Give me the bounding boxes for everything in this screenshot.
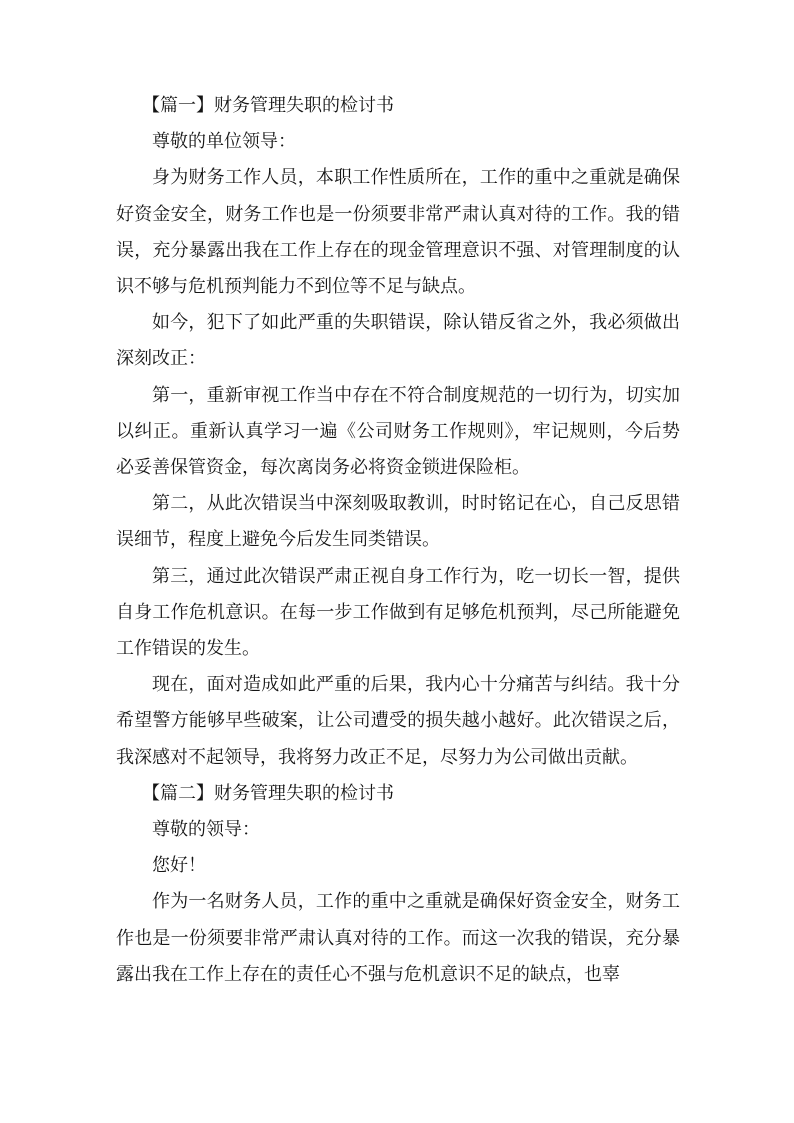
section-heading-2: 【篇二】财务管理失职的检讨书 <box>142 782 394 804</box>
salutation-2: 尊敬的领导： <box>152 819 260 841</box>
body-paragraph: 现在，面对造成如此严重的后果，我内心十分痛苦与纠结。我十分希望警方能够早些破案，让公司遭受的损失越小越好。此次错误之后，我深感对不起领导，我将努力改正不足，尽努力为公司做出贡献。 <box>116 674 680 768</box>
body-paragraph: 身为财务工作人员，本职工作性质所在，工作的重中之重就是确保好资金安全，财务工作也是一份须要非常严肃认真对待的工作。我的错误，充分暴露出我在工作上存在的现金管理意识不强、对管理制度的认识不够与危机预判能力不到位等不足与缺点。 <box>116 167 680 298</box>
document-page <box>116 88 680 993</box>
body-paragraph: 第二，从此次错误当中深刻吸取教训，时时铭记在心，自己反思错误细节，程度上避免今后发生同类错误。 <box>116 493 680 551</box>
body-paragraph: 第三，通过此次错误严肃正视自身工作行为，吃一切长一智，提供自身工作危机意识。在每一步工作做到有足够危机预判，尽己所能避免工作错误的发生。 <box>116 565 680 660</box>
salutation-1: 尊敬的单位领导： <box>152 131 296 153</box>
body-paragraph: 第一，重新审视工作当中存在不符合制度规范的一切行为，切实加以纠正。重新认真学习一遍《公司财务工作规则》，牢记规则，今后势必妥善保管资金，每次离岗务必将资金锁进保险柜。 <box>116 384 680 479</box>
body-paragraph: 作为一名财务人员，工作的重中之重就是确保好资金安全，财务工作也是一份须要非常严肃认真对待的工作。而这一次我的错误，充分暴露出我在工作上存在的责任心不强与危机意识不足的缺点，也辜 <box>116 891 680 985</box>
section-heading-1: 【篇一】财务管理失职的检讨书 <box>142 95 394 116</box>
greeting: 您好！ <box>152 855 206 877</box>
body-paragraph: 如今，犯下了如此严重的失职错误，除认错反省之外，我必须做出深刻改正： <box>116 312 680 370</box>
